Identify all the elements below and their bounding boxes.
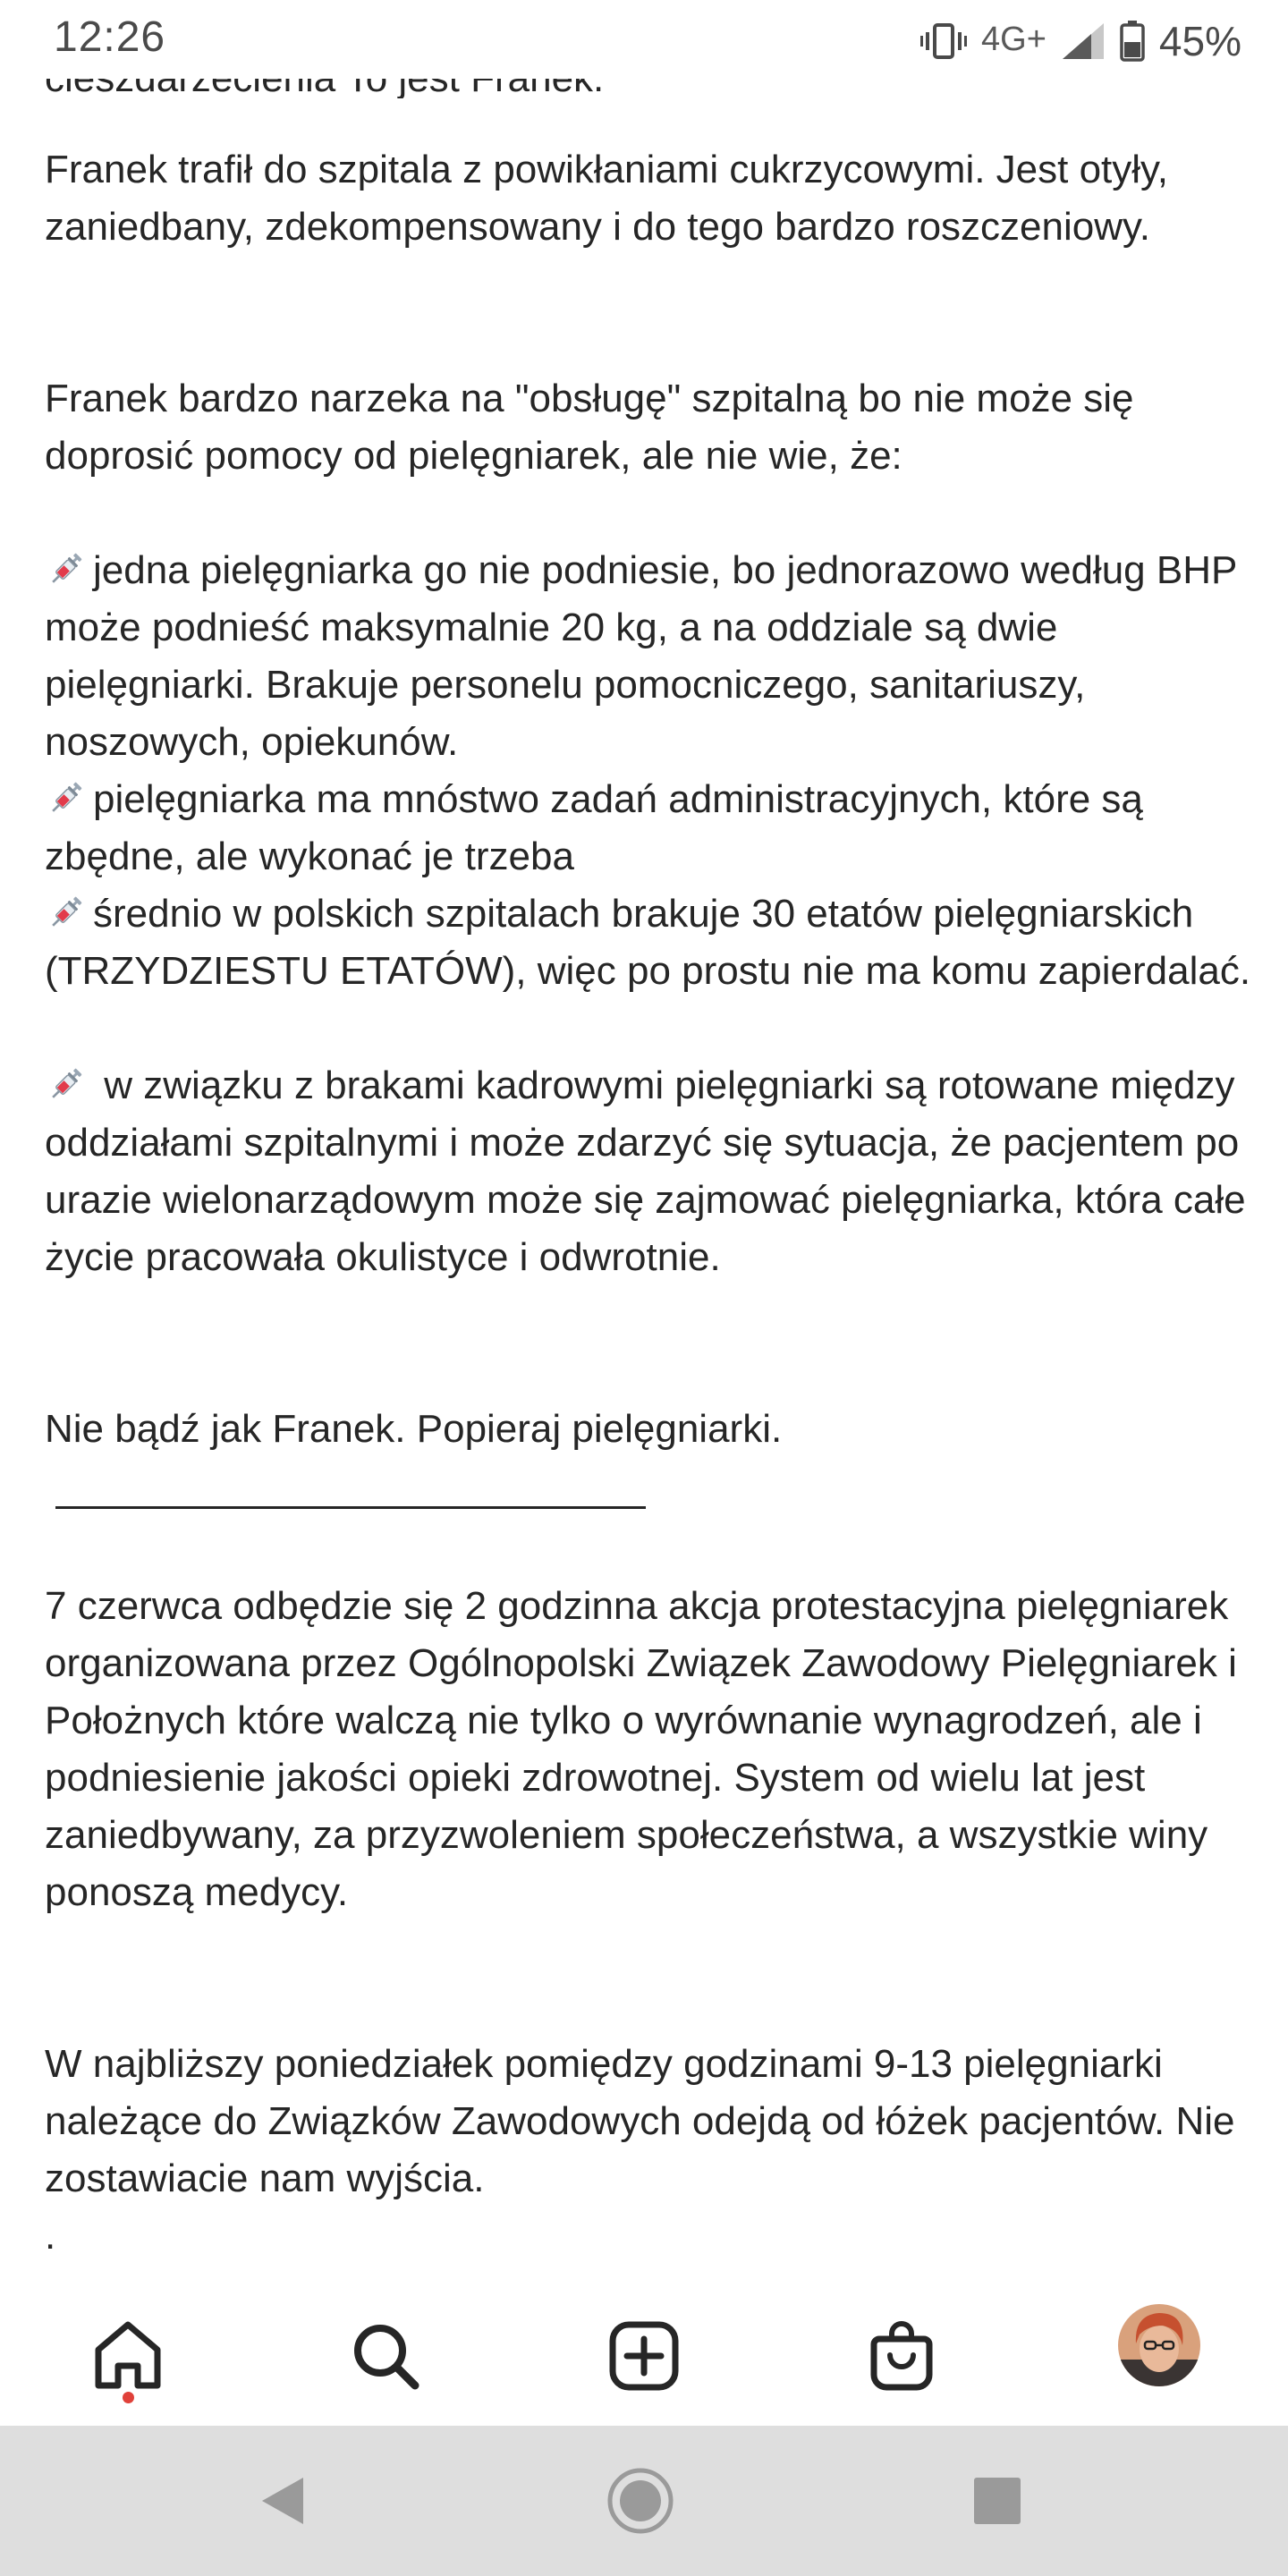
caption-paragraph-3: Nie bądź jak Franek. Popieraj pielęgniarki. bbox=[45, 1407, 783, 1451]
nav-search[interactable] bbox=[341, 2311, 430, 2401]
signal-icon bbox=[1061, 21, 1106, 61]
network-type: 4G+ bbox=[981, 20, 1046, 58]
separator-line bbox=[55, 1506, 646, 1509]
back-icon bbox=[255, 2474, 309, 2528]
syringe-icon bbox=[45, 547, 88, 590]
shop-icon bbox=[865, 2319, 938, 2393]
status-bar bbox=[0, 0, 1288, 79]
status-indicators bbox=[920, 16, 1241, 66]
caption-paragraph-4: 7 czerwca odbędzie się 2 godzinna akcja protestacyjna pielęgniarek organizowana przez Ogólnopolski Związek Zawodowy Pielęgniarek i Położnych które walczą nie tylko o wyrównanie wynagrodzeń, ale i podniesienie jakości opieki zdrowotnej. System od wielu lat jest zaniedbywany, za przyzwoleniem społeczeństwa, a wszystkie winy ponoszą medycy. bbox=[45, 1584, 1249, 1914]
bullet-item: średnio w polskich szpitalach brakuje 30 etatów pielęgniarskich (TRZYDZIESTU ETATÓW), więc po prostu nie ma komu zapierdalać. bbox=[45, 892, 1251, 993]
profile-avatar[interactable] bbox=[1118, 2304, 1200, 2386]
system-home-button[interactable] bbox=[605, 2465, 676, 2537]
bullet-item: jedna pielęgniarka go nie podniesie, bo jednorazowo według BHP może podnieść maksymalnie 20 kg, a na oddziale są dwie pielęgniarki. Brakuje personelu pomocniczego, sanitariuszy, noszowych, opiekunów. bbox=[45, 548, 1248, 764]
home-circle-icon bbox=[605, 2465, 676, 2537]
caption-paragraph-1: Franek trafił do szpitala z powikłaniami cukrzycowymi. Jest otyły, zaniedbany, zdekompensowany i do tego bardzo roszczeniowy. bbox=[45, 148, 1180, 249]
syringe-icon bbox=[45, 776, 88, 819]
nav-home[interactable] bbox=[83, 2311, 173, 2401]
nav-create[interactable] bbox=[599, 2311, 689, 2401]
caption-paragraph-6: . bbox=[45, 2214, 56, 2258]
syringe-icon bbox=[45, 1063, 88, 1106]
caption-paragraph-2: Franek bardzo narzeka na "obsługę" szpitalną bo nie może się doprosić pomocy od pielęgniarek, ale nie wie, że: bbox=[45, 377, 1145, 478]
caption-paragraph-5: W najbliższy poniedziałek pomiędzy godzinami 9-13 pielęgniarki należące do Związków Zawodowych odejdą od łóżek pacjentów. Nie zostawiacie nam wyjścia. bbox=[45, 2042, 1246, 2200]
avatar-image bbox=[1118, 2304, 1200, 2386]
system-recents-button[interactable] bbox=[962, 2465, 1033, 2537]
syringe-icon bbox=[45, 891, 88, 934]
battery-icon bbox=[1120, 21, 1145, 62]
search-icon bbox=[349, 2319, 422, 2393]
vibrate-icon bbox=[920, 21, 967, 61]
bottom-navigation bbox=[0, 2286, 1288, 2426]
system-navigation-bar bbox=[0, 2426, 1288, 2576]
status-time: 12:26 bbox=[54, 13, 166, 61]
bullet-item: w związku z brakami kadrowymi pielęgniarki są rotowane między oddziałami szpitalnymi i może zdarzyć się sytuacja, że pacjentem po urazie wielonarządowym może się zajmować pielęgniarka, która całe życie pracowała okulistyce i odwrotnie. bbox=[45, 1063, 1257, 1279]
nav-shop[interactable] bbox=[857, 2311, 946, 2401]
recents-icon bbox=[970, 2474, 1024, 2528]
bullet-item: pielęgniarka ma mnóstwo zadań administracyjnych, które są zbędne, ale wykonać je trzeba bbox=[45, 777, 1155, 878]
battery-percentage: 45% bbox=[1158, 18, 1241, 64]
notification-dot bbox=[123, 2392, 134, 2403]
home-icon bbox=[91, 2319, 165, 2393]
system-back-button[interactable] bbox=[246, 2465, 318, 2537]
create-post-icon bbox=[607, 2319, 681, 2393]
